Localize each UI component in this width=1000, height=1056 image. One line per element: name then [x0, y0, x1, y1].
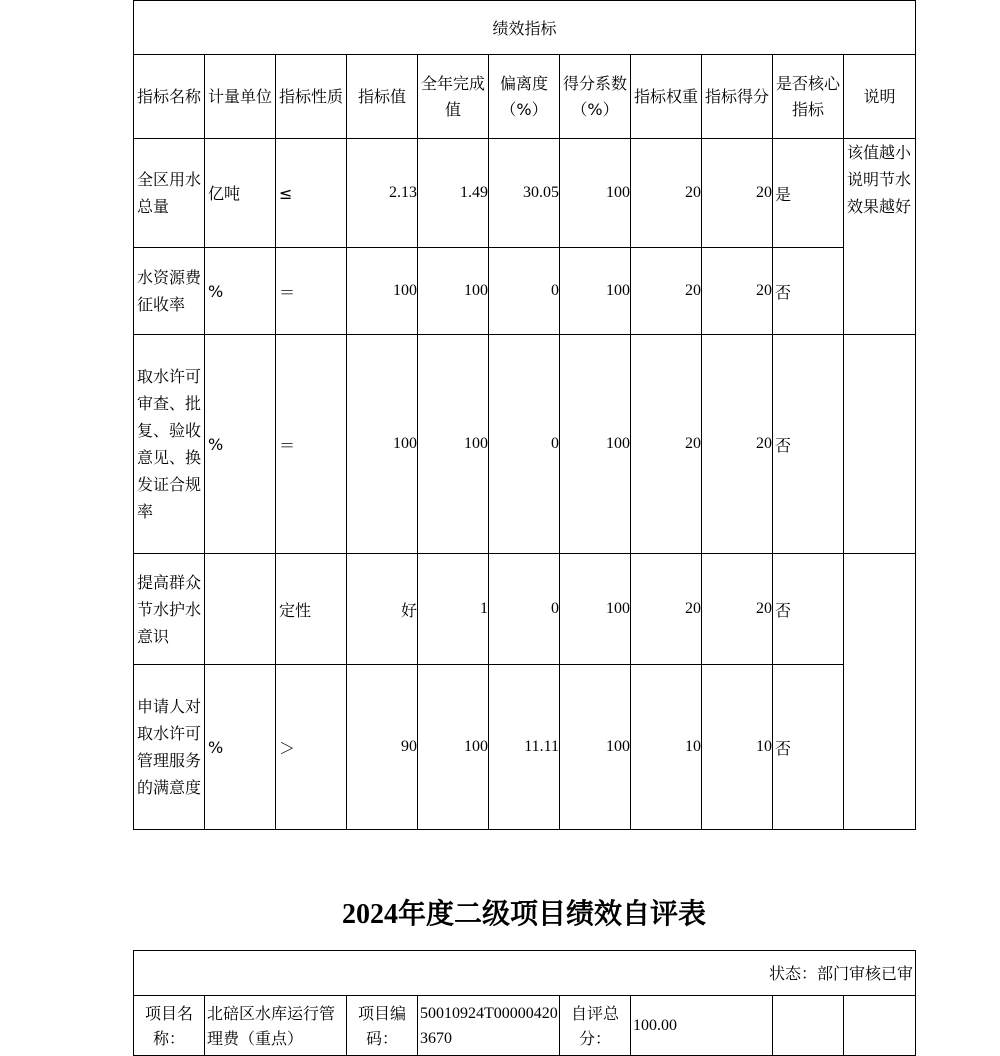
indicator-unit: %: [205, 248, 276, 335]
self-evaluation-form: [133, 950, 916, 1056]
status-label: 状态：部门审核已审: [134, 951, 916, 996]
indicator-note: [844, 554, 916, 830]
indicator-actual: 1.49: [418, 139, 489, 248]
header-score: 指标得分: [702, 55, 773, 139]
indicator-deviation: 30.05: [489, 139, 560, 248]
indicator-deviation: 11.11: [489, 665, 560, 830]
section-title: 绩效指标: [134, 1, 916, 55]
indicator-weight: 20: [631, 248, 702, 335]
indicator-note: [844, 335, 916, 554]
indicator-score: 10: [702, 665, 773, 830]
indicator-name: 提高群众节水护水意识: [134, 554, 205, 665]
empty-cell: [773, 996, 844, 1056]
header-deviation: 偏离度（%）: [489, 55, 560, 139]
table-row: [134, 554, 916, 665]
indicator-core: 否: [773, 554, 844, 665]
header-coef: 得分系数（%）: [560, 55, 631, 139]
indicator-deviation: 0: [489, 248, 560, 335]
project-code-value: 50010924T000004203670: [418, 996, 560, 1056]
indicator-core: 否: [773, 665, 844, 830]
header-target: 指标值: [347, 55, 418, 139]
header-unit: 计量单位: [205, 55, 276, 139]
form-title: 2024年度二级项目绩效自评表: [341, 899, 706, 930]
indicator-note: 该值越小说明节水效果越好: [844, 139, 916, 335]
empty-cell: [844, 996, 916, 1056]
header-nature: 指标性质: [276, 55, 347, 139]
indicator-coef: 100: [560, 139, 631, 248]
indicator-deviation: 0: [489, 554, 560, 665]
indicator-core: 否: [773, 335, 844, 554]
indicator-name: 取水许可审查、批复、验收意见、换发证合规率: [134, 335, 205, 554]
indicator-coef: 100: [560, 554, 631, 665]
indicator-deviation: 0: [489, 335, 560, 554]
table-row: [134, 139, 916, 248]
indicator-weight: 10: [631, 665, 702, 830]
indicator-nature: ≤: [276, 139, 347, 248]
indicator-name: 全区用水总量: [134, 139, 205, 248]
project-name-label: 项目名称：: [134, 996, 205, 1056]
table-row: [134, 335, 916, 554]
indicator-score: 20: [702, 335, 773, 554]
self-score-value: 100.00: [631, 996, 773, 1056]
header-core: 是否核心指标: [773, 55, 844, 139]
header-weight: 指标权重: [631, 55, 702, 139]
table-row: [134, 665, 916, 830]
indicator-nature: 定性: [276, 554, 347, 665]
project-code-label: 项目编码：: [347, 996, 418, 1056]
self-score-label: 自评总分：: [560, 996, 631, 1056]
header-name: 指标名称: [134, 55, 205, 139]
indicator-coef: 100: [560, 665, 631, 830]
indicator-coef: 100: [560, 335, 631, 554]
indicator-score: 20: [702, 139, 773, 248]
header-actual: 全年完成值: [418, 55, 489, 139]
indicator-coef: 100: [560, 248, 631, 335]
project-name-value: 北碚区水库运行管理费（重点）: [205, 996, 347, 1056]
indicator-weight: 20: [631, 335, 702, 554]
indicator-target: 100: [347, 248, 418, 335]
table-row: [134, 248, 916, 335]
indicator-target: 好: [347, 554, 418, 665]
indicator-target: 100: [347, 335, 418, 554]
indicator-target: 2.13: [347, 139, 418, 248]
indicator-nature: ＝: [276, 335, 347, 554]
indicator-score: 20: [702, 248, 773, 335]
indicator-unit: %: [205, 665, 276, 830]
header-note: 说明: [844, 55, 916, 139]
indicator-weight: 20: [631, 554, 702, 665]
indicator-score: 20: [702, 554, 773, 665]
indicator-nature: ＞: [276, 665, 347, 830]
indicator-actual: 100: [418, 335, 489, 554]
indicator-core: 是: [773, 139, 844, 248]
indicator-unit: 亿吨: [205, 139, 276, 248]
indicator-name: 水资源费征收率: [134, 248, 205, 335]
performance-indicator-table: [133, 0, 916, 830]
indicator-core: 否: [773, 248, 844, 335]
indicator-unit: %: [205, 335, 276, 554]
indicator-target: 90: [347, 665, 418, 830]
indicator-actual: 100: [418, 665, 489, 830]
indicator-actual: 1: [418, 554, 489, 665]
indicator-actual: 100: [418, 248, 489, 335]
indicator-weight: 20: [631, 139, 702, 248]
indicator-nature: ＝: [276, 248, 347, 335]
indicator-name: 申请人对取水许可管理服务的满意度: [134, 665, 205, 830]
indicator-unit: [205, 554, 276, 665]
